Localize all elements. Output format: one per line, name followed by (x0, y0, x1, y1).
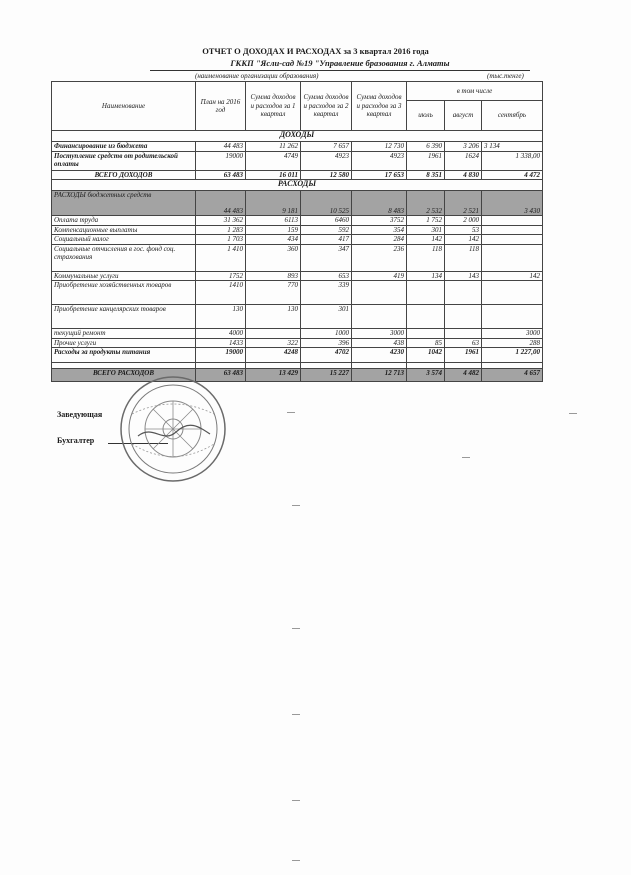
cell-jul: 142 (407, 235, 445, 245)
accountant-signature-label: Бухгалтер (57, 436, 95, 445)
header-august: август (445, 101, 482, 131)
cell-q3: 419 (352, 271, 407, 281)
cell-sep (482, 225, 543, 235)
cell-q1: 6113 (246, 216, 301, 226)
cell-plan: 1 410 (196, 244, 246, 271)
official-seal-icon (118, 374, 228, 484)
row-name: Финансирование из бюджета (52, 142, 196, 152)
cell-sep (482, 244, 543, 271)
cell-jul: 118 (407, 244, 445, 271)
table-row (52, 225, 543, 235)
cell-q2: 12 580 (301, 170, 352, 180)
row-name: Социальные отчисления в гос. фонд соц. страхования (52, 244, 196, 271)
organization-underline (150, 70, 530, 71)
cell-q2: 10 525 (301, 191, 352, 216)
cell-q2: 4923 (301, 151, 352, 170)
cell-jul: 301 (407, 225, 445, 235)
cell-plan: 44 483 (196, 191, 246, 216)
header-q1: Сумма доходов и расходов за 1 квартал (246, 82, 301, 131)
cell-aug: 118 (445, 244, 482, 271)
cell-q2: 4702 (301, 348, 352, 363)
row-name: Прочие услуги (52, 338, 196, 348)
cell-q1: 893 (246, 271, 301, 281)
scan-speck (292, 628, 300, 629)
budget-expenses-row (52, 191, 543, 216)
income-total-row (52, 170, 543, 180)
row-name: Поступление средств от родительской оплаты (52, 151, 196, 170)
cell-q3: 4230 (352, 348, 407, 363)
cell-jul: 1042 (407, 348, 445, 363)
cell-q2: 347 (301, 244, 352, 271)
cell-aug: 4 482 (445, 369, 482, 382)
cell-sep: 3 430 (482, 191, 543, 216)
row-name: РАСХОДЫ бюджетных средств (52, 191, 196, 216)
food-expenses-row (52, 348, 543, 363)
units-note: (тыс.тенге) (487, 72, 524, 80)
section-income (52, 131, 543, 142)
row-name: Социальный налог (52, 235, 196, 245)
report-title: ОТЧЕТ О ДОХОДАХ И РАСХОДАХ за 3 квартал 2016 года (202, 46, 429, 56)
table-row (52, 271, 543, 281)
cell-q1: 130 (246, 305, 301, 329)
row-name: Компенсационные выплаты (52, 225, 196, 235)
head-signature-label: Заведующая (57, 410, 103, 419)
table-row (52, 151, 543, 170)
cell-q3: 17 653 (352, 170, 407, 180)
table-row (52, 142, 543, 152)
cell-plan: 31 362 (196, 216, 246, 226)
cell-sep: 142 (482, 271, 543, 281)
header-q3: Сумма доходов и расходов за 3 квартал (352, 82, 407, 131)
cell-q2: 396 (301, 338, 352, 348)
scan-speck (292, 860, 300, 861)
cell-plan: 19000 (196, 348, 246, 363)
row-name: ВСЕГО ДОХОДОВ (52, 170, 196, 180)
cell-plan: 4000 (196, 329, 246, 339)
cell-jul: 1961 (407, 151, 445, 170)
cell-aug: 143 (445, 271, 482, 281)
cell-q2: 301 (301, 305, 352, 329)
scan-speck (292, 800, 300, 801)
table-row (52, 281, 543, 305)
cell-aug: 53 (445, 225, 482, 235)
scan-speck (569, 413, 577, 414)
cell-q3: 354 (352, 225, 407, 235)
cell-plan: 1433 (196, 338, 246, 348)
cell-q3: 4923 (352, 151, 407, 170)
cell-plan: 130 (196, 305, 246, 329)
row-name: Оплата труда (52, 216, 196, 226)
row-name: Приобретение хозяйственных товаров (52, 281, 196, 305)
cell-q3: 438 (352, 338, 407, 348)
row-name: текущий ремонт (52, 329, 196, 339)
cell-plan: 1752 (196, 271, 246, 281)
cell-q1: 434 (246, 235, 301, 245)
header-name: Наименование (52, 82, 196, 131)
cell-q2: 417 (301, 235, 352, 245)
cell-sep (482, 305, 543, 329)
cell-q1: 770 (246, 281, 301, 305)
cell-aug: 63 (445, 338, 482, 348)
cell-q2: 592 (301, 225, 352, 235)
cell-q1: 11 262 (246, 142, 301, 152)
cell-plan: 1410 (196, 281, 246, 305)
cell-aug (445, 329, 482, 339)
cell-q1 (246, 329, 301, 339)
cell-q1: 16 011 (246, 170, 301, 180)
table-row (52, 216, 543, 226)
section-expenses (52, 180, 543, 191)
row-name: Приобретение канцелярских товаров (52, 305, 196, 329)
cell-q3: 12 730 (352, 142, 407, 152)
cell-jul: 85 (407, 338, 445, 348)
cell-sep: 3000 (482, 329, 543, 339)
cell-q3 (352, 281, 407, 305)
header-q2: Сумма доходов и расходов за 2 квартал (301, 82, 352, 131)
cell-q1: 9 181 (246, 191, 301, 216)
cell-sep: 1 338,00 (482, 151, 543, 170)
cell-sep: 3 134 (482, 142, 543, 152)
cell-q3: 284 (352, 235, 407, 245)
table-row (52, 329, 543, 339)
cell-jul: 2 532 (407, 191, 445, 216)
cell-q2: 15 227 (301, 369, 352, 382)
table-row (52, 338, 543, 348)
scan-speck (292, 505, 300, 506)
cell-jul: 1 752 (407, 216, 445, 226)
cell-aug: 1961 (445, 348, 482, 363)
cell-sep: 4 657 (482, 369, 543, 382)
header-july: июль (407, 101, 445, 131)
row-name: Коммунальные услуги (52, 271, 196, 281)
cell-q3: 3752 (352, 216, 407, 226)
cell-q3: 8 483 (352, 191, 407, 216)
cell-aug: 142 (445, 235, 482, 245)
cell-jul: 6 390 (407, 142, 445, 152)
cell-sep (482, 281, 543, 305)
cell-aug: 4 830 (445, 170, 482, 180)
cell-q1: 360 (246, 244, 301, 271)
organization-note: (наименование организации образования) (195, 72, 319, 80)
cell-aug: 3 206 (445, 142, 482, 152)
cell-q2: 7 657 (301, 142, 352, 152)
cell-q2: 1000 (301, 329, 352, 339)
cell-q1: 4749 (246, 151, 301, 170)
income-expense-table (51, 81, 543, 382)
cell-q2: 653 (301, 271, 352, 281)
scan-speck (287, 412, 295, 413)
organization-name: ГККП "Ясли-сад №19 "Управление бразования г. Алматы (230, 58, 450, 68)
cell-jul (407, 329, 445, 339)
cell-aug: 1624 (445, 151, 482, 170)
header-row (52, 82, 543, 101)
scan-speck (292, 714, 300, 715)
cell-q3: 236 (352, 244, 407, 271)
cell-sep: 288 (482, 338, 543, 348)
section-income-label: ДОХОДЫ (52, 131, 543, 142)
table-row (52, 305, 543, 329)
header-including: в том числе (407, 82, 543, 101)
cell-jul: 8 351 (407, 170, 445, 180)
cell-jul (407, 305, 445, 329)
cell-q1: 13 429 (246, 369, 301, 382)
cell-plan: 1 283 (196, 225, 246, 235)
cell-plan: 63 483 (196, 170, 246, 180)
cell-q3 (352, 305, 407, 329)
table-row (52, 235, 543, 245)
cell-jul: 3 574 (407, 369, 445, 382)
cell-q1: 4248 (246, 348, 301, 363)
cell-q2: 6460 (301, 216, 352, 226)
cell-q1: 159 (246, 225, 301, 235)
cell-sep (482, 235, 543, 245)
cell-jul (407, 281, 445, 305)
cell-q3: 3000 (352, 329, 407, 339)
cell-jul: 134 (407, 271, 445, 281)
section-expenses-label: РАСХОДЫ (52, 180, 543, 191)
scan-speck (462, 457, 470, 458)
row-name: ВСЕГО РАСХОДОВ (52, 369, 196, 382)
cell-plan: 1 703 (196, 235, 246, 245)
cell-aug: 2 521 (445, 191, 482, 216)
table-row (52, 244, 543, 271)
cell-aug (445, 305, 482, 329)
cell-plan: 19000 (196, 151, 246, 170)
cell-sep (482, 216, 543, 226)
header-september: сентябрь (482, 101, 543, 131)
header-plan: План на 2016 год (196, 82, 246, 131)
cell-aug: 2 000 (445, 216, 482, 226)
cell-q2: 339 (301, 281, 352, 305)
cell-aug (445, 281, 482, 305)
cell-plan: 63 483 (196, 369, 246, 382)
cell-q1: 322 (246, 338, 301, 348)
row-name: Расходы за продукты питания (52, 348, 196, 363)
cell-sep: 4 472 (482, 170, 543, 180)
cell-sep: 1 227,00 (482, 348, 543, 363)
cell-plan: 44 483 (196, 142, 246, 152)
cell-q3: 12 713 (352, 369, 407, 382)
